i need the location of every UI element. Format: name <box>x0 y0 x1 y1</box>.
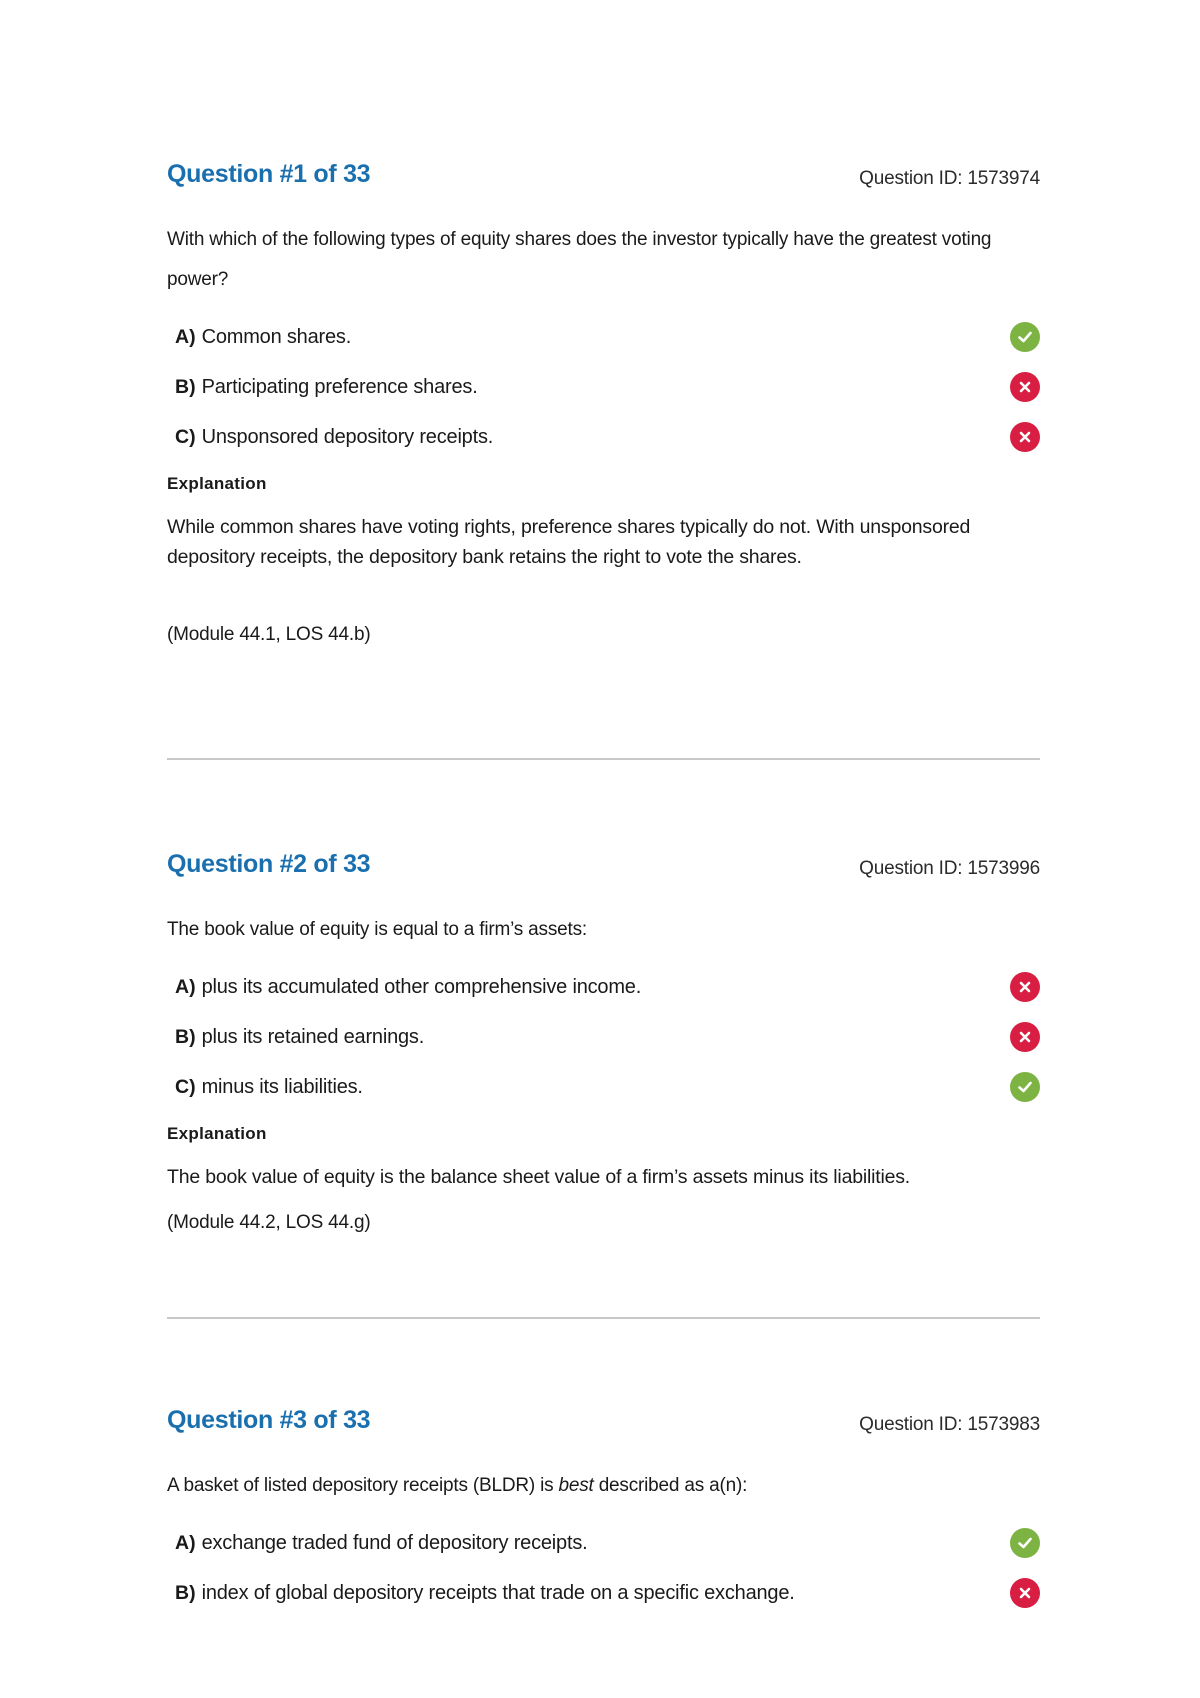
stem-text: A basket of listed depository receipts (BLDR) is <box>167 1475 559 1496</box>
option-letter: B) <box>175 375 196 398</box>
option-letter: B) <box>175 1025 196 1048</box>
x-circle-icon <box>1010 372 1040 402</box>
answer-option-a <box>167 1518 1040 1568</box>
answer-option-a <box>167 962 1040 1012</box>
answer-options <box>167 312 1040 462</box>
explanation-text: While common shares have voting rights, preference shares typically do not. With unsponsored depository receipts, the depository bank retains the right to vote the shares. <box>167 516 971 568</box>
question-title: Question #1 of 33 <box>167 160 371 188</box>
x-circle-icon <box>1010 422 1040 452</box>
explanation-text: The book value of equity is the balance sheet value of a firm’s assets minus its liabilities. <box>167 1166 911 1188</box>
question-id: Question ID: 1573983 <box>859 1414 1040 1435</box>
question-title: Question #2 of 33 <box>167 850 371 878</box>
question-1 <box>167 160 1040 646</box>
option-text: Participating preference shares. <box>201 375 478 398</box>
x-circle-icon <box>1010 1022 1040 1052</box>
option-letter: B) <box>175 1581 196 1604</box>
option-letter: C) <box>175 425 196 448</box>
explanation-heading: Explanation <box>167 1124 267 1143</box>
answer-option-b <box>167 1568 1040 1618</box>
option-text: Common shares. <box>201 325 352 348</box>
question-stem <box>167 1466 1040 1506</box>
answer-option-c <box>167 1062 1040 1112</box>
check-circle-icon <box>1010 1528 1040 1558</box>
option-text: plus its accumulated other comprehensive income. <box>201 975 642 998</box>
question-title: Question #3 of 33 <box>167 1406 371 1434</box>
module-reference: (Module 44.2, LOS 44.g) <box>167 1212 371 1233</box>
option-letter: A) <box>175 1531 196 1554</box>
question-2 <box>167 850 1040 1234</box>
option-letter: A) <box>175 325 196 348</box>
explanation-heading: Explanation <box>167 474 267 493</box>
option-text: minus its liabilities. <box>201 1075 363 1098</box>
question-header <box>167 1406 1040 1446</box>
answer-options <box>167 962 1040 1112</box>
question-header <box>167 850 1040 890</box>
option-letter: C) <box>175 1075 196 1098</box>
answer-option-a <box>167 312 1040 362</box>
answer-option-b <box>167 362 1040 412</box>
module-reference: (Module 44.1, LOS 44.b) <box>167 624 371 645</box>
question-id: Question ID: 1573974 <box>859 168 1040 189</box>
question-divider <box>167 1317 1040 1319</box>
question-stem: With which of the following types of equity shares does the investor typically have the greatest voting power? <box>167 229 992 290</box>
stem-emphasis: best <box>558 1475 594 1496</box>
answer-options <box>167 1518 1040 1618</box>
option-letter: A) <box>175 975 196 998</box>
x-circle-icon <box>1010 1578 1040 1608</box>
option-text: plus its retained earnings. <box>201 1025 425 1048</box>
x-circle-icon <box>1010 972 1040 1002</box>
question-header <box>167 160 1040 200</box>
stem-text: described as a(n): <box>593 1475 748 1496</box>
check-circle-icon <box>1010 1072 1040 1102</box>
option-text: exchange traded fund of depository receipts. <box>201 1531 588 1554</box>
check-circle-icon <box>1010 322 1040 352</box>
option-text: index of global depository receipts that trade on a specific exchange. <box>201 1581 795 1604</box>
option-text: Unsponsored depository receipts. <box>201 425 494 448</box>
question-3 <box>167 1406 1040 1618</box>
answer-option-c <box>167 412 1040 462</box>
answer-option-b <box>167 1012 1040 1062</box>
question-stem: The book value of equity is equal to a firm’s assets: <box>167 919 587 940</box>
question-id: Question ID: 1573996 <box>859 858 1040 879</box>
question-divider <box>167 758 1040 760</box>
